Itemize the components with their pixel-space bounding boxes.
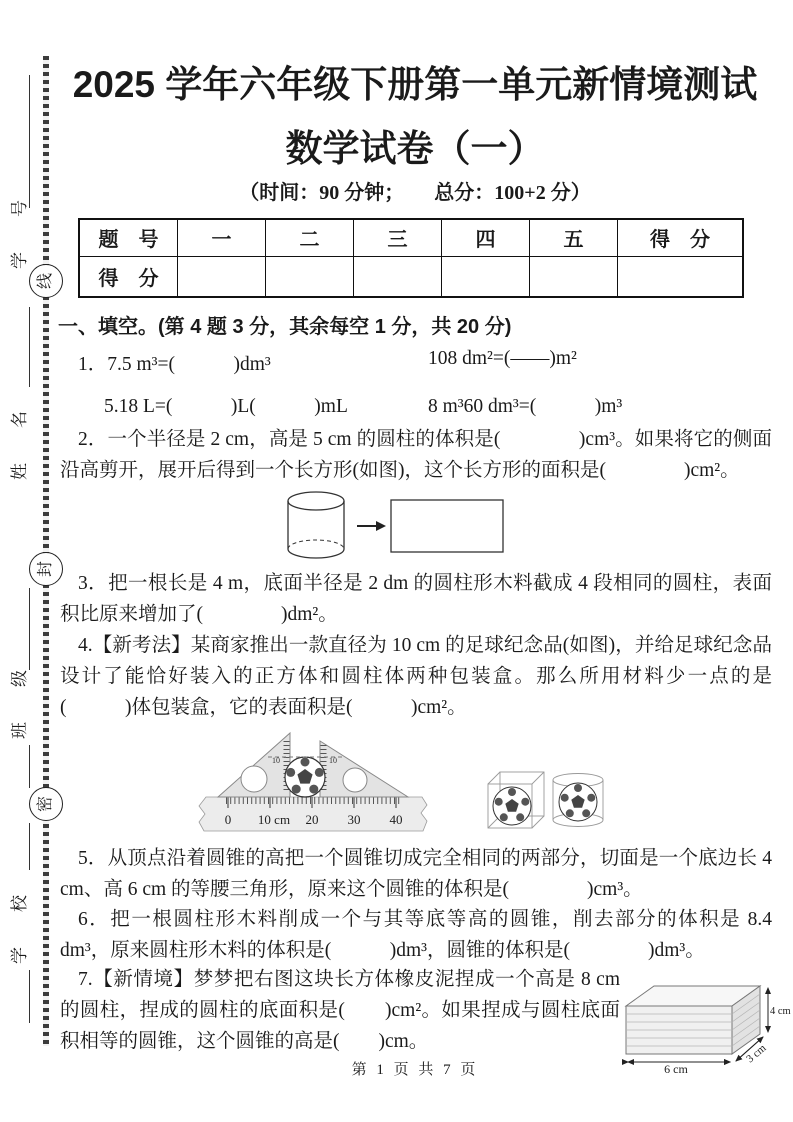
right-scale-label: 10 (329, 756, 337, 765)
page-title-line2: 数学试卷（一） (285, 128, 545, 169)
ruler-tick-40: 40 (389, 812, 403, 827)
score-table-cell: 五 (530, 219, 618, 256)
question-1-row2 (60, 390, 772, 420)
question-5: 5．从顶点沿着圆锥的高把一个圆锥切成完全相同的两部分，切面是一个底边长 4 cm、高 6 cm 的等腰三角形，原来这个圆锥的体积是( )cm³。 (60, 848, 772, 900)
score-table-cell: 题 号 (79, 219, 178, 256)
margin-label-school: 学 校 (10, 886, 29, 964)
seal-circle-mi (29, 787, 63, 821)
soccer-ball-icon (285, 757, 325, 797)
q1-conversion-c: 5.18 L=( )L( )mL (104, 396, 348, 417)
margin-blank-line (29, 75, 30, 208)
soccer-ball-in-cylinder-icon (559, 783, 597, 821)
right-set-square (320, 741, 408, 797)
seal-char: 线 (36, 272, 54, 290)
question-3: 3．把一根长是 4 m，底面半径是 2 dm 的圆柱形木料截成 4 段相同的圆柱，表面积比原来增加了( )dm²。 (60, 573, 772, 625)
question-6: 6．把一根圆柱形木料削成一个与其等底等高的圆锥，削去部分的体积是 8.4 dm³，原来圆柱形木料的体积是( )dm³，圆锥的体积是( )dm³。 (60, 909, 772, 961)
margin-blank-line (29, 823, 30, 870)
ruler-tick-10: 10 cm (257, 812, 291, 827)
arrow-icon (357, 521, 386, 531)
question-2: 2．一个半径是 2 cm，高是 5 cm 的圆柱的体积是( )cm³。如果将它的侧面沿高剪开，展开后得到一个长方形(如图)，这个长方形的面积是( )cm²。 (60, 429, 772, 481)
ruler-tick-0: 0 (224, 812, 232, 827)
margin-blank-line (29, 588, 30, 670)
question-7: 7.【新情境】梦梦把右图这块长方体橡皮泥捏成一个高是 8 cm 的圆柱，捏成的圆柱的底面积是( )cm²。如果捏成与圆柱底面积相等的圆锥，这个圆锥的高是( )cm。 (60, 969, 620, 1052)
margin-blank-line (29, 970, 30, 1023)
section1-heading: 一、填空。(第 4 题 3 分，其余每空 1 分，共 20 分) (58, 316, 512, 338)
score-table-cell: 得 分 (618, 219, 744, 256)
seal-char: 封 (36, 560, 54, 578)
score-table-cell: 一 (178, 219, 266, 256)
margin-blank-line (29, 307, 30, 387)
score-table-cell: 三 (354, 219, 442, 256)
unrolled-rectangle-shape (391, 500, 503, 552)
q1-conversion-b: 108 dm²=(——)m² (428, 348, 577, 369)
seal-circle-feng (29, 552, 63, 586)
score-table-cell: 二 (266, 219, 354, 256)
score-table-empty-cell (618, 256, 744, 297)
time-and-score-info: （时间：90 分钟； 总分：100+2 分） (239, 182, 591, 204)
left-set-square (218, 733, 290, 797)
score-table-cell: 四 (442, 219, 530, 256)
question-1-row1 (60, 348, 772, 378)
seal-circle-line (29, 264, 63, 298)
seal-char: 密 (36, 795, 54, 813)
score-table-empty-cell (178, 256, 266, 297)
soccer-ball-in-cube-icon (493, 787, 531, 825)
ruler-tick-30: 30 (347, 812, 361, 827)
margin-blank-line (29, 745, 30, 788)
score-table-empty-cell (442, 256, 530, 297)
margin-label-name: 姓 名 (10, 402, 29, 480)
soccer-ball-measurement-figure (190, 727, 435, 837)
score-table-cell: 得 分 (79, 256, 178, 297)
score-table-header-row (79, 219, 743, 256)
page-number-footer: 第 1 页 共 7 页 (351, 1062, 479, 1078)
score-table (78, 218, 744, 298)
score-table-empty-cell (354, 256, 442, 297)
clay-height-label: 4 cm (770, 1006, 791, 1017)
score-table-empty-cell (530, 256, 618, 297)
score-table-score-row (79, 256, 743, 297)
margin-label-class: 班 级 (10, 661, 29, 739)
clay-width-label: 6 cm (664, 1062, 688, 1074)
margin-label-student-id: 学 号 (10, 191, 29, 269)
q1-conversion-a: 1．7.5 m³=( )dm³ (78, 354, 271, 375)
cylinder-unroll-figure (283, 488, 508, 568)
q1-conversion-d: 8 m³60 dm³=( )m³ (428, 396, 623, 417)
ruler-tick-20: 20 (305, 812, 319, 827)
question-4: 4.【新考法】某商家推出一款直径为 10 cm 的足球纪念品(如图)，并给足球纪念品设计了能恰好装入的正方体和圆柱体两种包装盒。那么所用材料少一点的是( )体包装盒，它的表面积是( )cm²。 (60, 635, 772, 718)
page-title-line1: 2025 学年六年级下册第一单元新情境测试 (72, 64, 758, 105)
cylinder-shape (288, 492, 344, 558)
packaging-boxes-figure (486, 770, 606, 830)
score-table-empty-cell (266, 256, 354, 297)
left-scale-label: 10 (272, 756, 280, 765)
binding-dotted-line (43, 56, 49, 1046)
clay-depth-label: 3 cm (744, 1042, 769, 1066)
cuboid-shape (626, 986, 760, 1054)
